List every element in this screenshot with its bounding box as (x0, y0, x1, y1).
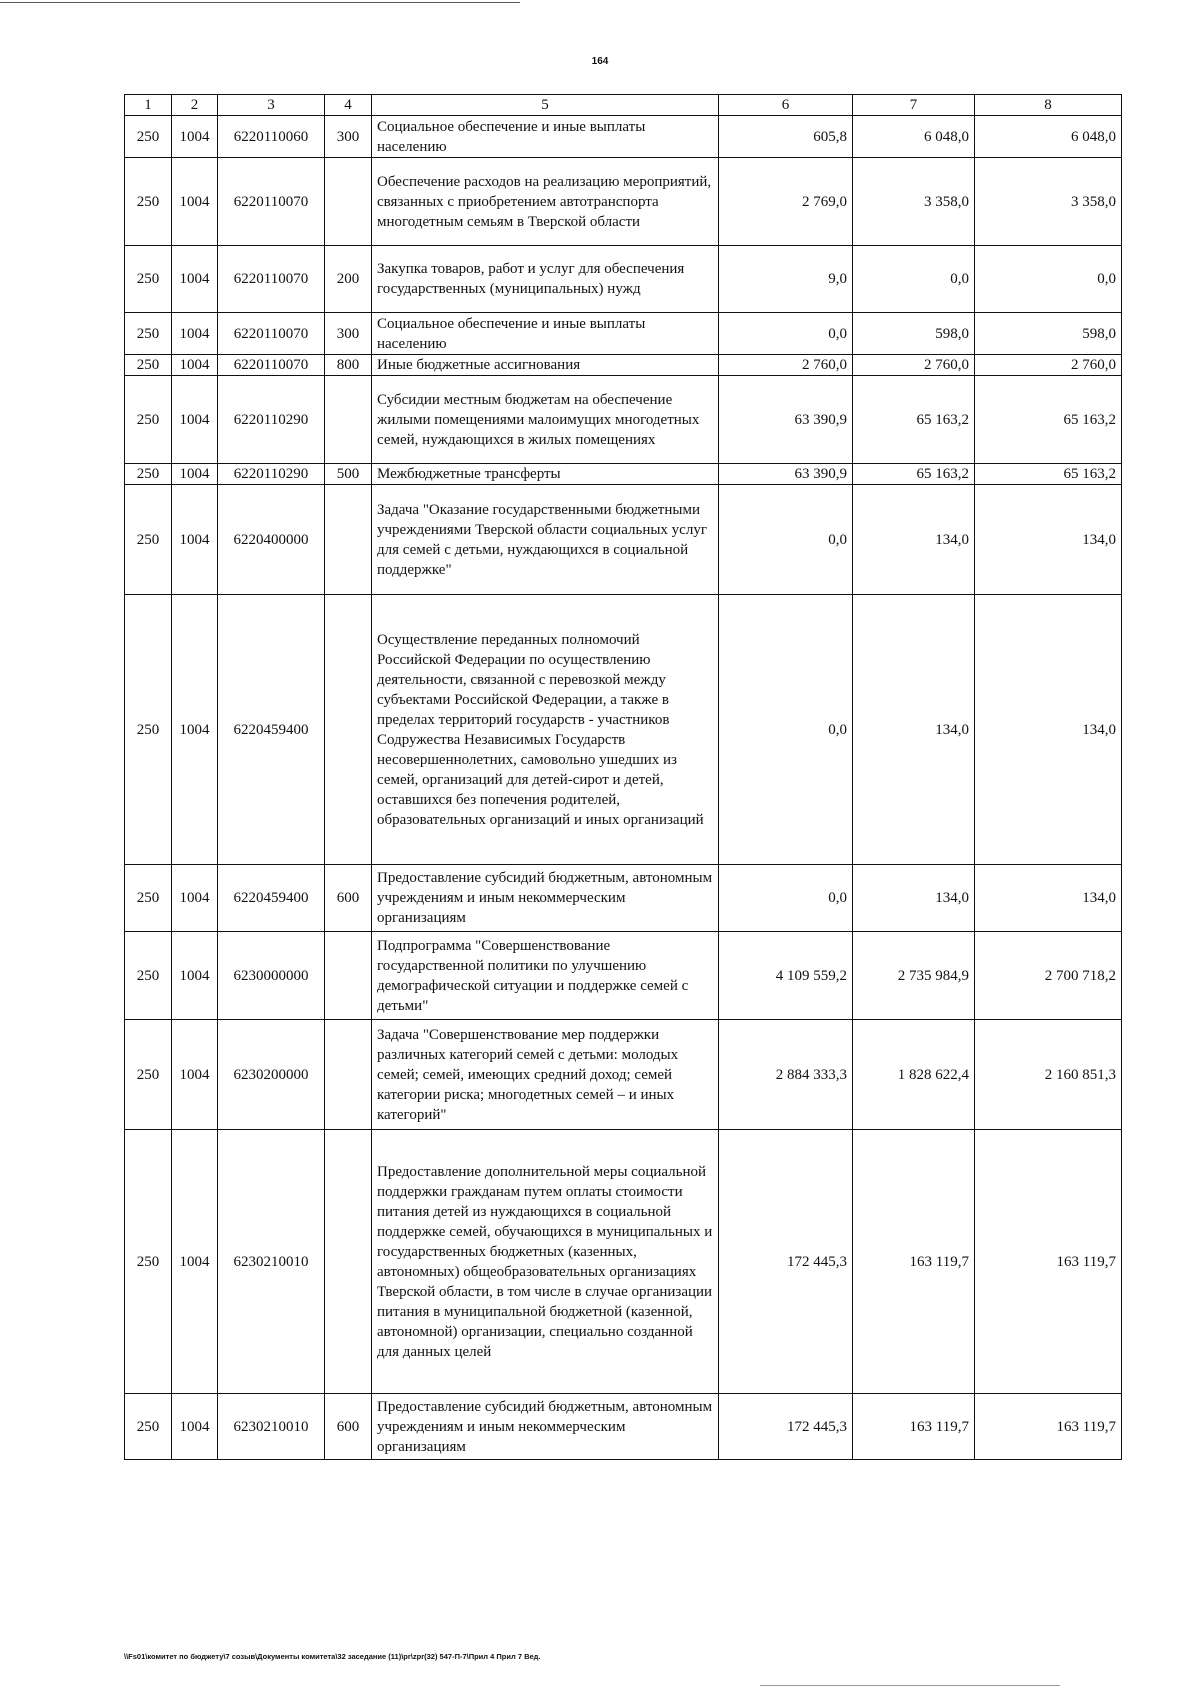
section-code-cell: 1004 (172, 116, 218, 158)
section-code-cell: 1004 (172, 355, 218, 376)
section-code-cell: 1004 (172, 158, 218, 246)
budget-table (124, 94, 1122, 1460)
section-code-cell: 1004 (172, 464, 218, 485)
expense-type-cell: 300 (325, 313, 372, 355)
expense-type-cell: 600 (325, 1394, 372, 1460)
amount-year2-cell: 1 828 622,4 (853, 1020, 975, 1130)
table-row (125, 932, 1122, 1020)
description-cell: Субсидии местным бюджетам на обеспечение жилыми помещениями малоимущих многодетных семей, нуждающихся в жилых помещениях (372, 376, 719, 464)
table-row (125, 595, 1122, 865)
column-header: 5 (372, 95, 719, 116)
amount-year3-cell: 2 700 718,2 (975, 932, 1122, 1020)
scan-edge-bottom (760, 1685, 1060, 1686)
section-code-cell: 1004 (172, 932, 218, 1020)
column-header: 2 (172, 95, 218, 116)
table-row (125, 464, 1122, 485)
amount-year1-cell: 172 445,3 (719, 1394, 853, 1460)
section-code-cell: 1004 (172, 595, 218, 865)
expense-type-cell (325, 1020, 372, 1130)
target-article-cell: 6220459400 (218, 595, 325, 865)
target-article-cell: 6220110070 (218, 246, 325, 313)
amount-year2-cell: 65 163,2 (853, 464, 975, 485)
table-row (125, 158, 1122, 246)
target-article-cell: 6230210010 (218, 1394, 325, 1460)
target-article-cell: 6230200000 (218, 1020, 325, 1130)
amount-year2-cell: 0,0 (853, 246, 975, 313)
admin-code-cell: 250 (125, 1020, 172, 1130)
description-cell: Осуществление переданных полномочий Российской Федерации по осуществлению деятельности, связанной с перевозкой между субъектами Российской Федерации, а также в пределах территорий государств - участников Содружества Независимых Государств несовершеннолетних, самовольно ушедших из семей, организаций для детей-сирот и детей, оставшихся без попечения родителей, образовательных организаций и иных организаций (372, 595, 719, 865)
column-header: 7 (853, 95, 975, 116)
amount-year2-cell: 3 358,0 (853, 158, 975, 246)
table-row (125, 1130, 1122, 1394)
amount-year1-cell: 605,8 (719, 116, 853, 158)
table-row (125, 246, 1122, 313)
expense-type-cell: 600 (325, 865, 372, 932)
section-code-cell: 1004 (172, 1130, 218, 1394)
description-cell: Закупка товаров, работ и услуг для обеспечения государственных (муниципальных) нужд (372, 246, 719, 313)
expense-type-cell (325, 932, 372, 1020)
amount-year1-cell: 63 390,9 (719, 464, 853, 485)
description-cell: Предоставление дополнительной меры социальной поддержки гражданам путем оплаты стоимости питания детей из нуждающихся в социальной поддержке семей, обучающихся в муниципальных и государственных бюджетных (казенных, автономных) общеобразовательных организациях Тверской области, в том числе в случае организации питания в муниципальной бюджетной (казенной, автономной) организации, специально созданной для данных целей (372, 1130, 719, 1394)
amount-year1-cell: 0,0 (719, 595, 853, 865)
expense-type-cell (325, 1130, 372, 1394)
amount-year1-cell: 0,0 (719, 313, 853, 355)
amount-year1-cell: 2 884 333,3 (719, 1020, 853, 1130)
description-cell: Задача "Оказание государственными бюджетными учреждениями Тверской области социальных услуг для семей с детьми, нуждающихся в социальной поддержке" (372, 485, 719, 595)
amount-year2-cell: 134,0 (853, 485, 975, 595)
table-row (125, 1020, 1122, 1130)
expense-type-cell (325, 376, 372, 464)
column-header: 4 (325, 95, 372, 116)
amount-year3-cell: 134,0 (975, 865, 1122, 932)
expense-type-cell (325, 595, 372, 865)
section-code-cell: 1004 (172, 246, 218, 313)
column-header: 3 (218, 95, 325, 116)
amount-year2-cell: 2 735 984,9 (853, 932, 975, 1020)
expense-type-cell (325, 485, 372, 595)
column-header: 6 (719, 95, 853, 116)
admin-code-cell: 250 (125, 376, 172, 464)
description-cell: Обеспечение расходов на реализацию мероприятий, связанных с приобретением автотранспорта многодетным семьям в Тверской области (372, 158, 719, 246)
target-article-cell: 6220110070 (218, 158, 325, 246)
expense-type-cell: 200 (325, 246, 372, 313)
admin-code-cell: 250 (125, 313, 172, 355)
page-number: 164 (591, 56, 609, 67)
amount-year3-cell: 0,0 (975, 246, 1122, 313)
expense-type-cell: 500 (325, 464, 372, 485)
description-cell: Подпрограмма "Совершенствование государственной политики по улучшению демографической ситуации и поддержке семей с детьми" (372, 932, 719, 1020)
target-article-cell: 6220110290 (218, 464, 325, 485)
admin-code-cell: 250 (125, 116, 172, 158)
amount-year2-cell: 598,0 (853, 313, 975, 355)
description-cell: Социальное обеспечение и иные выплаты населению (372, 116, 719, 158)
admin-code-cell: 250 (125, 595, 172, 865)
target-article-cell: 6220110070 (218, 313, 325, 355)
admin-code-cell: 250 (125, 158, 172, 246)
description-cell: Социальное обеспечение и иные выплаты населению (372, 313, 719, 355)
scan-edge-top (0, 2, 520, 3)
amount-year2-cell: 163 119,7 (853, 1394, 975, 1460)
target-article-cell: 6230210010 (218, 1130, 325, 1394)
table-row (125, 485, 1122, 595)
amount-year1-cell: 0,0 (719, 485, 853, 595)
amount-year3-cell: 65 163,2 (975, 376, 1122, 464)
description-cell: Предоставление субсидий бюджетным, автономным учреждениям и иным некоммерческим организациям (372, 865, 719, 932)
table-row (125, 355, 1122, 376)
amount-year2-cell: 134,0 (853, 865, 975, 932)
amount-year1-cell: 9,0 (719, 246, 853, 313)
target-article-cell: 6220110060 (218, 116, 325, 158)
table-row (125, 1394, 1122, 1460)
expense-type-cell (325, 158, 372, 246)
section-code-cell: 1004 (172, 865, 218, 932)
admin-code-cell: 250 (125, 464, 172, 485)
amount-year3-cell: 6 048,0 (975, 116, 1122, 158)
description-cell: Межбюджетные трансферты (372, 464, 719, 485)
amount-year1-cell: 0,0 (719, 865, 853, 932)
amount-year2-cell: 6 048,0 (853, 116, 975, 158)
admin-code-cell: 250 (125, 355, 172, 376)
section-code-cell: 1004 (172, 376, 218, 464)
amount-year3-cell: 3 358,0 (975, 158, 1122, 246)
amount-year3-cell: 598,0 (975, 313, 1122, 355)
section-code-cell: 1004 (172, 1020, 218, 1130)
section-code-cell: 1004 (172, 485, 218, 595)
target-article-cell: 6230000000 (218, 932, 325, 1020)
amount-year2-cell: 65 163,2 (853, 376, 975, 464)
amount-year1-cell: 172 445,3 (719, 1130, 853, 1394)
amount-year3-cell: 65 163,2 (975, 464, 1122, 485)
amount-year3-cell: 2 160 851,3 (975, 1020, 1122, 1130)
amount-year3-cell: 163 119,7 (975, 1130, 1122, 1394)
target-article-cell: 6220110290 (218, 376, 325, 464)
target-article-cell: 6220459400 (218, 865, 325, 932)
amount-year1-cell: 2 769,0 (719, 158, 853, 246)
section-code-cell: 1004 (172, 313, 218, 355)
amount-year1-cell: 2 760,0 (719, 355, 853, 376)
description-cell: Иные бюджетные ассигнования (372, 355, 719, 376)
description-cell: Задача "Совершенствование мер поддержки различных категорий семей с детьми: молодых семей; семей, имеющих средний доход; семей категории риска; многодетных семей – и иных категорий" (372, 1020, 719, 1130)
amount-year2-cell: 134,0 (853, 595, 975, 865)
description-cell: Предоставление субсидий бюджетным, автономным учреждениям и иным некоммерческим организациям (372, 1394, 719, 1460)
amount-year1-cell: 4 109 559,2 (719, 932, 853, 1020)
amount-year1-cell: 63 390,9 (719, 376, 853, 464)
table-row (125, 116, 1122, 158)
table-row (125, 865, 1122, 932)
amount-year3-cell: 163 119,7 (975, 1394, 1122, 1460)
amount-year3-cell: 134,0 (975, 485, 1122, 595)
amount-year2-cell: 2 760,0 (853, 355, 975, 376)
table-row (125, 376, 1122, 464)
admin-code-cell: 250 (125, 865, 172, 932)
column-header: 1 (125, 95, 172, 116)
admin-code-cell: 250 (125, 246, 172, 313)
footer-file-path: \\Fs01\комитет по бюджету\7 созыв\Документы комитета\32 заседание (11)\pr\zpr(32) 547-П-7\Прил 4 Прил 7 Вед. (124, 1652, 541, 1661)
table-row (125, 313, 1122, 355)
amount-year3-cell: 134,0 (975, 595, 1122, 865)
target-article-cell: 6220400000 (218, 485, 325, 595)
admin-code-cell: 250 (125, 485, 172, 595)
amount-year2-cell: 163 119,7 (853, 1130, 975, 1394)
section-code-cell: 1004 (172, 1394, 218, 1460)
admin-code-cell: 250 (125, 932, 172, 1020)
expense-type-cell: 300 (325, 116, 372, 158)
expense-type-cell: 800 (325, 355, 372, 376)
admin-code-cell: 250 (125, 1130, 172, 1394)
amount-year3-cell: 2 760,0 (975, 355, 1122, 376)
target-article-cell: 6220110070 (218, 355, 325, 376)
column-number-row (125, 95, 1122, 116)
admin-code-cell: 250 (125, 1394, 172, 1460)
column-header: 8 (975, 95, 1122, 116)
